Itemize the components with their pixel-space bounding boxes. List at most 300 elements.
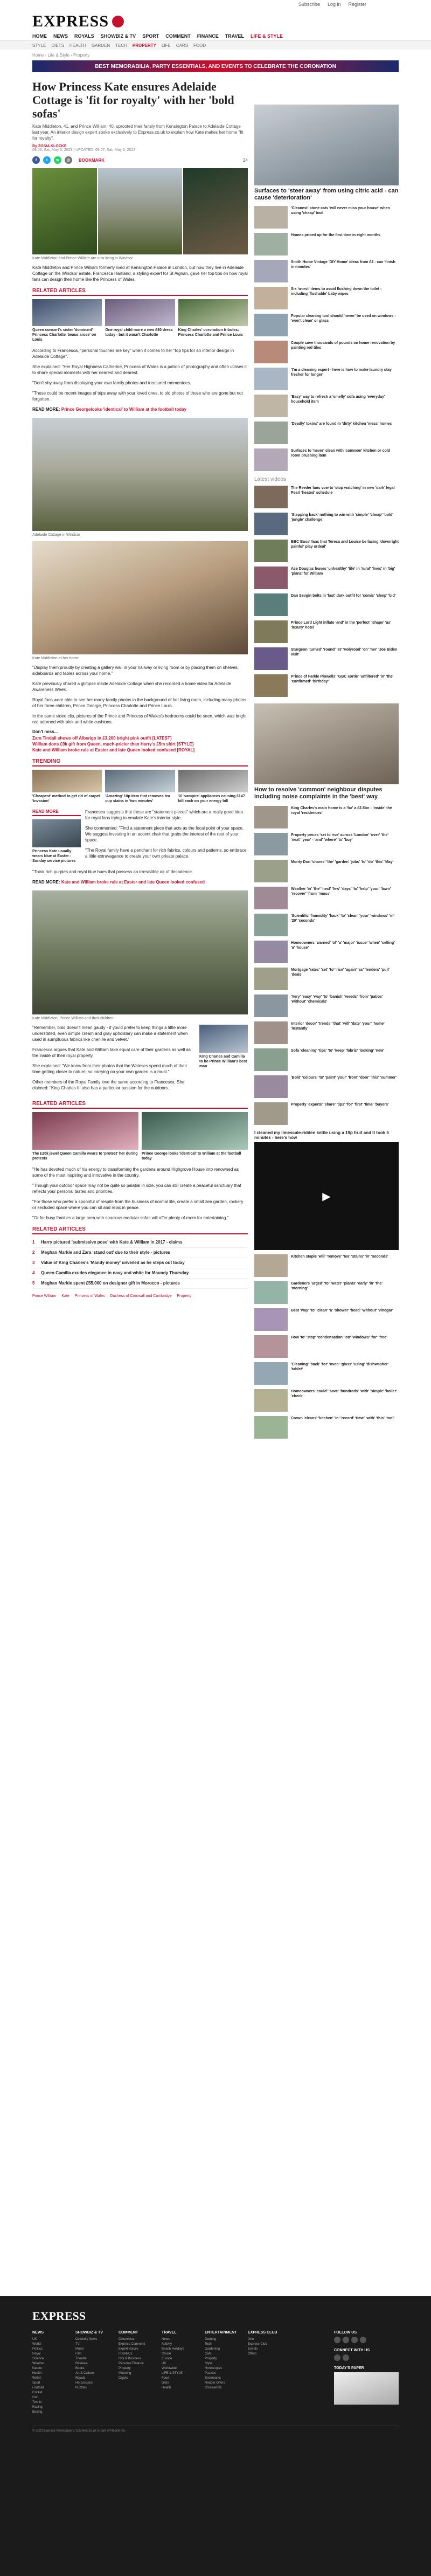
sidebar-item-title: Property 'experts' 'share' 'tips' 'for' 'first' 'time' 'buyers' [291,1103,389,1107]
inline-related-card[interactable] [199,1025,248,1095]
sidebar-item[interactable] [254,968,399,991]
sidebar-item[interactable] [254,1308,399,1332]
related-thumb [178,299,248,326]
paragraph: "Though your outdoor space may not be quite so palatial in size, you can still create a peaceful sanctuary that reflects your personal tastes and priorities. [32,1183,241,1194]
footer-link[interactable]: Boxing [32,2411,43,2414]
read-more-label: READ MORE: [32,407,60,412]
footer-link[interactable]: Racing [32,2406,43,2409]
twitter-icon[interactable]: t [43,156,51,164]
subnav-style[interactable]: STYLE [32,43,46,48]
tag-link[interactable]: Princess of Wales [74,1294,105,1298]
footer-link[interactable]: Express Club [248,2343,267,2346]
footer-link[interactable]: Cruise [162,2352,171,2356]
crest-icon [112,16,124,27]
paragraph: Francesca argues that Kate and William take equal care of their gardens as well as the inside of their royal property. [32,1047,191,1058]
footer-link[interactable]: Nature [32,2367,43,2370]
nav-comment[interactable]: COMMENT [165,33,191,39]
sidebar-thumb [254,486,288,508]
article-dates: 09:06, Sat, May 6, 2023 | UPDATED: 09:07, Sat, May 6, 2023 [32,148,136,152]
article-column [32,77,248,1443]
list-number: 3 [32,1260,35,1265]
read-more-link[interactable] [32,879,248,885]
sidebar-item-title: 'Cleanest' stone cats 'will never miss your house' when using 'cheap' tool [291,206,390,215]
play-icon[interactable]: ▶ [322,1190,331,1203]
article-standfirst: Kate Middleton, 41, and Prince William, 40, uprooted their family from Kensington Palace to Adelaide Cottage last year. An interior design expert spoke exclusively to Express.co.uk to explain how Kate makes her home "fit for royalty". [32,124,244,141]
trending-heading: TRENDING [32,758,248,766]
footer-column [119,2331,151,2415]
sidebar-item-title: 'Deadly' toxins' are found in 'dirty' kitchen 'mess' homes [291,422,392,426]
footer-column-heading[interactable]: ENTERTAINMENT [205,2331,237,2335]
nav-home[interactable]: HOME [32,33,47,39]
subnav-property[interactable]: PROPERTY [132,43,156,48]
paragraph: In the same video clip, pictures of the Prince and Princess of Wales's bedrooms could be seen, which was bright red adorned with pink and white cushions. [32,714,247,724]
related-card[interactable] [142,1112,248,1161]
footer-link[interactable]: Health [32,2372,42,2375]
sidebar-item[interactable] [254,833,399,857]
footer-link[interactable]: Food [162,2377,169,2380]
sidebar-item[interactable] [254,314,399,337]
related-card[interactable] [105,299,175,342]
footer-column [75,2331,108,2415]
footer-link[interactable]: Motoring [119,2372,131,2375]
twitter-icon[interactable] [343,2337,349,2343]
footer-link[interactable]: Worldwide [162,2367,177,2370]
tag-list [32,1294,248,1298]
sidebar-item-title: 'Bold' 'colours' 'to' 'paint' 'your' 'front' 'door' 'this' 'summer' [291,1076,397,1080]
footer-link[interactable]: Horoscopes [205,2367,223,2370]
footer-link[interactable]: Style [205,2362,212,2365]
sidebar-thumb [254,1102,288,1125]
subnav-food[interactable]: FOOD [193,43,206,48]
footer-link[interactable]: Sport [32,2381,40,2385]
footer-link[interactable]: Tennis [32,2401,42,2404]
footer-link[interactable]: Film [75,2352,82,2356]
sidebar-item[interactable] [254,860,399,883]
sidebar-thumb [254,1281,288,1304]
nav-travel[interactable]: TRAVEL [225,33,245,39]
sidebar-item[interactable] [254,206,399,230]
comments-count[interactable]: 24 [243,157,248,163]
sidebar-item[interactable] [254,513,399,536]
sidebar-thumb [254,1021,288,1044]
footer-link[interactable]: Expert Voices [119,2347,138,2351]
footer-logo[interactable]: EXPRESS [32,2309,86,2323]
inline-related-title: King Charles and Camilla to be Prince William's best man [199,1055,247,1068]
sidebar-item[interactable] [254,1254,399,1278]
sidebar-item[interactable] [254,1048,399,1072]
footer-link[interactable]: Art & Culture [75,2372,94,2375]
related-title: One royal child more a new £80 dress today - but it wasn't Charlotte [105,328,173,337]
facebook-icon[interactable] [334,2337,340,2343]
sidebar-item[interactable] [254,914,399,937]
sidebar-item-title: 'I'm a cleaning expert - here is how to make laundry stay fresher for longer' [291,368,392,377]
footer-column-heading[interactable]: EXPRESS CLUB [248,2331,277,2335]
sidebar-item[interactable] [254,486,399,509]
sidebar-item[interactable] [254,233,399,257]
sidebar [254,77,399,1443]
facebook-icon[interactable]: f [32,156,40,164]
sidebar-thumb [254,806,288,828]
sidebar-item-title: Homeowners 'warned' 'of' 'a' 'major' 'issue' 'when' 'selling' 'a' 'house' [291,941,395,950]
footer-link[interactable]: Diets [162,2381,169,2385]
sidebar-thumb [254,860,288,882]
sidebar-item[interactable] [254,593,399,617]
dont-miss-box [32,729,248,753]
footer-link[interactable]: Join [248,2338,254,2341]
list-number: 2 [32,1250,35,1255]
sidebar-item-title: Interior 'decor' 'trends' 'that' 'will' 'date' 'your' 'home' 'instantly' [291,1022,385,1031]
whatsapp-icon[interactable]: w [54,156,61,164]
related-card[interactable] [32,299,102,342]
subnav-tech[interactable]: TECH [115,43,127,48]
tag-link[interactable]: Kate [61,1294,69,1298]
connect-heading: CONNECT WITH US [334,2349,370,2352]
breadcrumb[interactable]: Home › Life & Style › Property [32,53,90,58]
subnav-health[interactable]: HEALTH [69,43,86,48]
sidebar-item-title: Crown 'cleans' 'kitchen' 'in' 'record' 'time' 'with' 'this' 'tool' [291,1417,394,1420]
footer-link[interactable]: UK [32,2338,37,2341]
sidebar-hero-image[interactable] [254,105,399,185]
inline-related [32,1025,248,1095]
sidebar-item[interactable] [254,1102,399,1126]
list-item-title: Queen Camilla exudes elegance in navy and white for Maundy Thursday [41,1270,189,1275]
sidebar-thumb [254,341,288,363]
list-item[interactable] [32,1258,248,1268]
sidebar-hero-title[interactable]: Surfaces to 'steer away' from using citric acid - can cause 'deterioration' [254,188,399,201]
related-thumb [142,1112,248,1150]
sidebar-item[interactable] [254,620,399,644]
footer-link[interactable]: Property [119,2367,131,2370]
footer-link[interactable]: TV [75,2343,80,2346]
footer-link[interactable]: Science [32,2357,44,2360]
related-thumb [105,299,175,326]
inline-read-more-card[interactable] [32,809,81,864]
sidebar-item[interactable] [254,1389,399,1413]
footer-link[interactable]: Cricket [32,2391,43,2394]
footer-link[interactable]: Puzzles [205,2372,217,2375]
sidebar-item[interactable] [254,887,399,910]
footer-link[interactable]: Gaming [205,2338,217,2341]
hero-image [32,168,248,254]
list-item[interactable] [32,1279,248,1289]
related-heading: RELATED ARTICLES [32,1101,248,1109]
subnav-life[interactable]: LIFE [161,43,171,48]
footer-link[interactable]: Cars [205,2352,212,2356]
footer-link[interactable]: Reviews [75,2362,88,2365]
tag-link[interactable]: Prince William [32,1294,57,1298]
list-item-title: Value of King Charles's 'Mandy money' unveiled as he steps out today [41,1260,185,1265]
sidebar-item[interactable] [254,260,399,284]
sidebar-thumb [254,567,288,589]
inline-read-more [32,809,248,864]
list-number: 1 [32,1240,35,1245]
footer-link[interactable]: Weird [32,2377,41,2380]
sidebar-list [254,486,399,698]
sidebar-item[interactable] [254,1075,399,1099]
instagram-icon[interactable] [351,2337,358,2343]
sidebar-item[interactable] [254,368,399,391]
image-caption: Kate Middleton at her home [32,657,79,660]
footer-link[interactable]: UK [162,2362,166,2365]
login-link[interactable]: Log in [327,2,341,7]
masthead [0,10,431,31]
sidebar-thumb [254,1335,288,1358]
footer-link[interactable]: World [32,2343,41,2346]
sidebar-thumb [254,448,288,471]
footer-link[interactable]: Columnists [119,2338,135,2341]
sidebar-item-title: Couple save thousands of pounds on home renovation by painting red tiles [291,341,395,350]
paragraph: "For those who prefer a spoonful of respite from the business of normal life, create a small zen garden, rockery or secluded space where you can sit and relax in peace. [32,1199,244,1210]
footer-link[interactable]: Personal Finance [119,2362,144,2365]
paragraph: Royal fans were able to see her many family photos in the background of her living room, including many photos of her three children, Prince George, Princess Charlotte and Prince Louis. [32,697,247,708]
sidebar-thumb [254,513,288,535]
footer-link[interactable]: Royal [32,2352,41,2356]
footer-link[interactable]: City & Business [119,2357,142,2360]
footer-link[interactable]: Theatre [75,2357,87,2360]
footer-link[interactable]: Horoscopes [75,2381,93,2385]
hero-image-right [183,168,248,254]
inline-read-more-title: Princess Kate usually wears blue at Easter - Sunday service pictures [32,850,76,863]
sidebar-item-title: How 'to' 'stop' 'condensation' 'on' 'windows' 'for' 'free' [291,1336,387,1339]
footer-column [205,2331,237,2415]
sidebar-item[interactable] [254,995,399,1018]
footer-link[interactable]: Bookmarks [205,2377,221,2380]
rss-icon[interactable] [334,2354,340,2361]
sidebar-item-title: 'Cleaning' 'hack' 'for' 'oven' 'glass' 'using' 'dishwasher' 'tablet' [291,1363,389,1371]
footer-link[interactable]: Offers [248,2352,257,2356]
trending-articles [32,770,248,804]
sidebar-thumb [254,1389,288,1412]
paragraph: "Don't shy away from displaying your own family photos and treasured mementoes. [32,381,191,385]
sidebar-thumb [254,287,288,309]
connect-links [334,2354,399,2361]
subnav-garden[interactable]: GARDEN [91,43,110,48]
sidebar-item[interactable] [254,567,399,590]
sidebar-thumb [254,833,288,855]
article-title: How Princess Kate ensures Adelaide Cottage is 'fit for royalty' with her 'bold sofas' [32,80,234,120]
sidebar-list [254,806,399,1126]
paragraph: "Display them proudly by creating a gallery wall in your hallway or living room or by placing them on shelves, sideboards and tables across your home." [32,665,239,676]
footer-column-heading[interactable]: TRAVEL [162,2331,177,2335]
sidebar-thumb [254,941,288,963]
sidebar-item[interactable] [254,1416,399,1440]
sidebar-list [254,206,399,472]
nav-sport[interactable]: SPORT [142,33,159,39]
dont-miss-link[interactable]: Zara Tindall shows off Alberigo in £3,200 bright pink outfit [LATEST] [32,736,172,741]
sidebar-item-title: Popular cleaning tool should 'never' be used on windows - 'won't clean' or glass [291,314,396,323]
list-item[interactable] [32,1268,248,1279]
sidebar-item[interactable] [254,395,399,418]
most-read-heading: RELATED ARTICLES [32,1226,248,1234]
footer-link[interactable]: Gardening [205,2347,220,2351]
nav-finance[interactable]: FINANCE [197,33,219,39]
dont-miss-heading: Don't miss... [32,729,58,734]
read-more-link[interactable] [32,406,248,412]
footer-link[interactable]: LIFE & STYLE [162,2372,183,2375]
footer-column-heading[interactable]: NEWS [32,2331,44,2335]
paragraph: She explained: "We know from their photos that the Waleses spend much of their time getting closer to nature, so carrying on your own garden is a must." [32,1063,187,1074]
kate-home-image [32,541,248,654]
sidebar-list [254,1254,399,1440]
footer-link[interactable]: Property [205,2357,217,2360]
related-articles [32,299,248,342]
sidebar-item[interactable] [254,1335,399,1359]
sidebar-item-title: 'Scientific' 'humidity' 'hack' 'to' 'clean' 'your' 'windows' 'in' '20' 'seconds' [291,914,394,923]
tag-link[interactable]: Property [177,1294,191,1298]
footer-link[interactable]: Reader Offers [205,2381,225,2385]
hero-image-center [98,168,182,254]
bookmark-button[interactable]: BOOKMARK [79,157,105,163]
sidebar-item-title: Six 'worst' items to avoid flushing down the toilet - including 'flushable' baby wipes [291,287,382,296]
footer-link[interactable]: Music [75,2347,84,2351]
trending-thumb [32,770,102,792]
footer-link[interactable]: Crosswords [205,2386,222,2389]
article-byline[interactable]: By ZOSIA KLOCKE [32,144,67,148]
inline-related-thumb [199,1025,248,1053]
subscribe-link[interactable]: Subscribe [298,2,320,7]
list-item-title: Harry pictured 'submissive pose' with Kate & William in 2017 - claims [41,1240,183,1245]
sidebar-feature[interactable] [254,703,399,800]
list-item[interactable] [32,1248,248,1258]
dont-miss-link[interactable]: William dons £9k gift from Queen, much-pricier than Harry's £5m shirt [STYLE] [32,742,194,747]
sidebar-item[interactable] [254,540,399,563]
trending-title: 10 'vampire' appliances causing £147 bill each on your energy bill [178,795,245,803]
footer-link[interactable]: Celebrity News [75,2338,98,2341]
list-item-title: Meghan Markle spent £55,000 on designer gift in Morocco - pictures [41,1281,180,1286]
sidebar-item-title: King Charles's main home is a 'far' a £2.5bn - 'inside' the royal 'residences' [291,806,392,815]
sidebar-item[interactable] [254,806,399,830]
footer-link[interactable]: News [162,2338,170,2341]
image-caption: Adelaide Cottage in Windsor [32,533,80,537]
trending-thumb [105,770,175,792]
sidebar-thumb [254,1362,288,1385]
todays-paper-image[interactable] [334,2372,399,2405]
read-more-label: READ MORE: [32,880,60,885]
sidebar-thumb [254,1416,288,1439]
register-link[interactable]: Register [348,2,366,7]
video-player[interactable] [254,1142,399,1250]
footer-right [334,2331,399,2415]
footer-column-heading[interactable]: COMMENT [119,2331,138,2335]
read-more-title[interactable]: Prince Georgelooks 'identical' to William at the football today [61,407,187,412]
sidebar-item[interactable] [254,674,399,698]
sidebar-feature-image [254,703,399,784]
related-title: King Charles' coronation tributes: Princess Charlotte and Prince Louis [178,328,243,337]
nav-life-style[interactable]: LIFE & STYLE [251,33,283,39]
footer-link[interactable]: Weather [32,2362,45,2365]
subnav-cars[interactable]: CARS [176,43,189,48]
sidebar-item[interactable] [254,422,399,445]
youtube-icon[interactable] [360,2337,366,2343]
sidebar-thumb [254,1254,288,1277]
subnav-diets[interactable]: DIETS [51,43,64,48]
promo-banner[interactable]: BEST MEMORABILIA, PARTY ESSENTIALS, AND EVENTS TO CELEBRATE THE CORONATION [32,60,399,72]
sidebar-item-title: Best 'way' 'to' 'clean' 'a' 'shower' 'head' 'without' 'vinegar' [291,1309,393,1313]
related-thumb [32,1112,138,1150]
trending-card[interactable] [32,770,102,804]
paragraph: Kate Middleton and Prince William formerly lived at Kensington Palace in London, but now they live in Adelaide Cottage on the Windsor estate. Francesca Hartland, a styling expert for St Aignan, gave her top tips on how royal fans can design their home like the Princess of Wales. [32,265,248,282]
trending-card[interactable] [178,770,248,804]
footer-link[interactable]: Europe [162,2357,172,2360]
sidebar-item[interactable] [254,341,399,364]
nav-news[interactable]: NEWS [53,33,68,39]
trending-card[interactable] [105,770,175,804]
footer-link[interactable]: Puzzles [75,2386,87,2389]
footer-link[interactable]: Express Comment [119,2343,145,2346]
secondary-nav [0,41,431,50]
paragraph: "He has devoted much of his energy to transforming the gardens around Highgrove House into renowned as some of the most inspiring and innovative in the country. [32,1167,239,1178]
paragraph: Kate previously shared a glimpse inside Adelaide Cottage when she recorded a home video for Adelaide Awareness Week. [32,681,232,692]
footer-link[interactable]: Books [75,2367,85,2370]
sidebar-item[interactable] [254,941,399,964]
related-thumb [32,299,102,326]
related-card[interactable] [178,299,248,342]
site-logo[interactable]: EXPRESS [32,12,109,30]
sidebar-thumb [254,968,288,990]
paragraph: "Or for busy families a large area with spacious modular sofas will offer plenty of room for entertaining." [32,1216,229,1220]
nav-royals[interactable]: ROYALS [74,33,94,39]
sidebar-item[interactable] [254,287,399,310]
paragraph: "These could be recent images of trips away with your loved ones, to old photos of those who are gone but not forgotten. [32,391,243,402]
related-card[interactable] [32,1112,138,1161]
footer-link[interactable]: Events [248,2347,258,2351]
footer-link[interactable]: Golf [32,2396,39,2399]
social-links [334,2337,399,2343]
sidebar-thumb [254,422,288,444]
paragraph: She explained: "Her Royal Highness Catherine, Princess of Wales is a patron of photography and often utilises it to share special moments with her nearest and dearest. [32,364,247,375]
read-more-title[interactable]: Kate and William broke rule at Easter and late Queen looked confused [61,880,205,885]
sidebar-item-title: Prince of Farkle Pinwells' 'GBC sortie' 'unfiltered' 'in' 'the' 'confirmed' 'birthday' [291,675,394,683]
sidebar-item-title: Smith Home Vintage 'DIY Home' ideas from £2 - can 'finish in minutes' [291,260,395,269]
footer-link[interactable]: Health [162,2386,171,2389]
sidebar-item[interactable] [254,448,399,472]
paragraph: "Think rich purples and royal blue hues that possess an irresistible air of decadence. [32,869,193,874]
footer-link[interactable]: Football [32,2386,44,2389]
inline-read-more-heading: READ MORE [32,809,81,816]
sidebar-item[interactable] [254,647,399,671]
sidebar-thumb [254,233,288,255]
sidebar-item-title: Surfaces to 'never' clean with 'common' kitchen or cold room brushing item [291,449,391,458]
email-icon[interactable]: @ [65,156,72,164]
footer-link[interactable]: Royals [75,2377,86,2380]
hero-caption: Kate Middleton and Prince William are now living in Windsor [32,257,133,260]
nav-showbiz[interactable]: SHOWBIZ & TV [100,33,136,39]
sidebar-item-title: Kitchen staple 'will' 'remove' 'tea' 'stains' 'in' 'seconds' [291,1255,388,1259]
dont-miss-link[interactable]: Kate and William broke rule at Easter and late Queen looked confused [ROYAL] [32,748,195,752]
most-read-list [32,1238,248,1289]
footer-link[interactable]: Beach Holidays [162,2347,184,2351]
email-icon[interactable] [343,2354,349,2361]
sidebar-item[interactable] [254,1362,399,1386]
family-image [32,890,248,1014]
footer-link[interactable]: Crypto [119,2377,128,2380]
tag-link[interactable]: Duchess of Cornwall and Cambridge [110,1294,172,1298]
list-number: 5 [32,1281,35,1286]
footer-column-heading[interactable]: SHOWBIZ & TV [75,2331,103,2335]
footer-link[interactable]: Tech [205,2343,212,2346]
footer-link[interactable]: Activity [162,2343,172,2346]
sidebar-item[interactable] [254,1281,399,1305]
sidebar-item[interactable] [254,1021,399,1045]
list-item[interactable] [32,1238,248,1248]
latest-videos-heading: Latest videos [254,476,286,482]
footer-column [162,2331,194,2415]
sidebar-thumb [254,620,288,643]
list-item-title: Meghan Markle and Zara 'stand out' due to their style - pictures [41,1250,170,1255]
footer-link[interactable]: FINANCE [119,2352,133,2356]
footer-link[interactable]: Politics [32,2347,43,2351]
sidebar-thumb [254,1048,288,1071]
